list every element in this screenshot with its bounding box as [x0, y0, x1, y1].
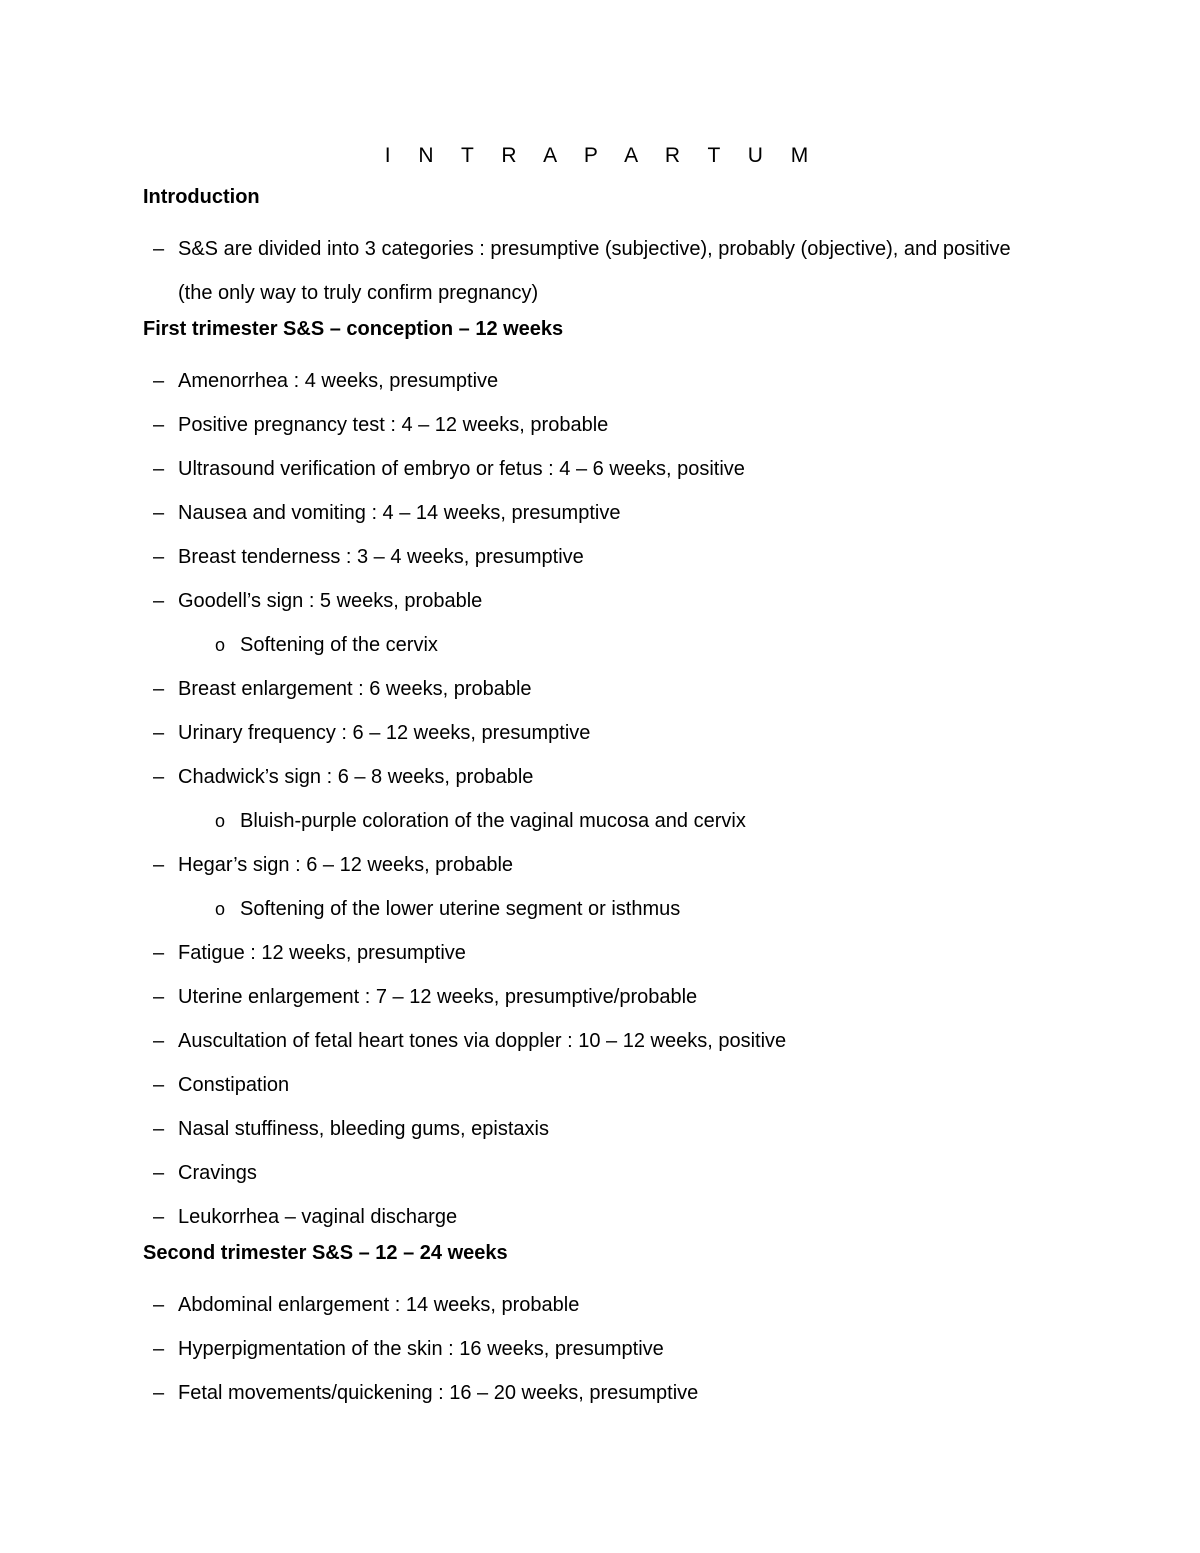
- list-item-text: Uterine enlargement : 7 – 12 weeks, presumptive/probable: [178, 986, 698, 1008]
- circle-bullet-icon: o: [215, 635, 226, 655]
- list-item: [143, 579, 1043, 623]
- document-title: I N T R A P A R T U M: [384, 144, 820, 167]
- list-item-text: Leukorrhea – vaginal discharge: [178, 1206, 458, 1228]
- dash-bullet: –: [153, 1118, 165, 1140]
- sub-list-item-text: Softening of the lower uterine segment or isthmus: [240, 898, 681, 920]
- list-item-text: Hyperpigmentation of the skin : 16 weeks, presumptive: [178, 1338, 664, 1360]
- dash-bullet: –: [153, 942, 165, 964]
- dash-bullet: –: [153, 766, 165, 788]
- list-item-text: Constipation: [178, 1074, 290, 1096]
- list-item: [143, 359, 1043, 403]
- dash-bullet: –: [153, 502, 165, 524]
- dash-bullet: –: [153, 1074, 165, 1096]
- dash-bullet: –: [153, 1162, 165, 1184]
- list-item-text: Abdominal enlargement : 14 weeks, probable: [178, 1294, 580, 1316]
- list-item: [143, 1019, 1043, 1063]
- list-item: [143, 931, 1043, 975]
- dash-bullet: –: [153, 590, 165, 612]
- list-item: [143, 403, 1043, 447]
- dash-bullet: –: [153, 854, 165, 876]
- dash-bullet: –: [153, 986, 165, 1008]
- dash-bullet: –: [153, 238, 165, 260]
- list-item: [143, 1327, 1043, 1371]
- list-item-text: Fetal movements/quickening : 16 – 20 weeks, presumptive: [178, 1382, 699, 1404]
- sub-list-item: [143, 799, 1043, 843]
- sub-list-item: [143, 887, 1043, 931]
- list-item: [143, 843, 1043, 887]
- list-item-text: Auscultation of fetal heart tones via doppler : 10 – 12 weeks, positive: [178, 1030, 787, 1052]
- list-item: [143, 1151, 1043, 1195]
- list-item-text: Chadwick’s sign : 6 – 8 weeks, probable: [178, 766, 534, 788]
- dash-bullet: –: [153, 370, 165, 392]
- document-body: [143, 183, 1043, 1415]
- section-heading-second-trimester: Second trimester S&S – 12 – 24 weeks: [143, 1242, 508, 1264]
- list-item-text: S&S are divided into 3 categories : presumptive (subjective), probably (objective), and positive (the only way to truly confirm pregnancy): [178, 238, 1011, 304]
- dash-bullet: –: [153, 678, 165, 700]
- list-item-text: Hegar’s sign : 6 – 12 weeks, probable: [178, 854, 514, 876]
- list-item-text: Nausea and vomiting : 4 – 14 weeks, presumptive: [178, 502, 621, 524]
- list-item: [143, 975, 1043, 1019]
- dash-bullet: –: [153, 1030, 165, 1052]
- list-item-text: Fatigue : 12 weeks, presumptive: [178, 942, 466, 964]
- list-item: [143, 491, 1043, 535]
- circle-bullet-icon: o: [215, 811, 226, 831]
- list-item: [143, 1063, 1043, 1107]
- list-item-text: Amenorrhea : 4 weeks, presumptive: [178, 370, 499, 392]
- list-item: [143, 447, 1043, 491]
- dash-bullet: –: [153, 546, 165, 568]
- list-item: [143, 1107, 1043, 1151]
- sub-list-item-text: Bluish-purple coloration of the vaginal mucosa and cervix: [240, 810, 746, 832]
- dash-bullet: –: [153, 1338, 165, 1360]
- list-item: [143, 755, 1043, 799]
- list-item-text: Positive pregnancy test : 4 – 12 weeks, probable: [178, 414, 609, 436]
- dash-bullet: –: [153, 1382, 165, 1404]
- list-item: [143, 1195, 1043, 1239]
- section-heading-introduction: Introduction: [143, 186, 260, 208]
- dash-bullet: –: [153, 458, 165, 480]
- list-item-text: Cravings: [178, 1162, 257, 1184]
- sub-list-item: [143, 623, 1043, 667]
- dash-bullet: –: [153, 1294, 165, 1316]
- sub-list-item-text: Softening of the cervix: [240, 634, 438, 656]
- list-item-text: Ultrasound verification of embryo or fetus : 4 – 6 weeks, positive: [178, 458, 745, 480]
- list-item: [143, 1371, 1043, 1415]
- list-item-text: Breast enlargement : 6 weeks, probable: [178, 678, 532, 700]
- list-item: [143, 711, 1043, 755]
- list-item-text: Nasal stuffiness, bleeding gums, epistaxis: [178, 1118, 549, 1140]
- circle-bullet-icon: o: [215, 899, 226, 919]
- list-item: [143, 535, 1043, 579]
- list-item-text: Goodell’s sign : 5 weeks, probable: [178, 590, 483, 612]
- list-item: [143, 667, 1043, 711]
- list-item-text: Urinary frequency : 6 – 12 weeks, presumptive: [178, 722, 591, 744]
- dash-bullet: –: [153, 1206, 165, 1228]
- list-item: [143, 1283, 1043, 1327]
- list-item-text: Breast tenderness : 3 – 4 weeks, presumptive: [178, 546, 584, 568]
- dash-bullet: –: [153, 414, 165, 436]
- list-item: [143, 227, 1043, 315]
- section-heading-first-trimester: First trimester S&S – conception – 12 weeks: [143, 318, 564, 340]
- dash-bullet: –: [153, 722, 165, 744]
